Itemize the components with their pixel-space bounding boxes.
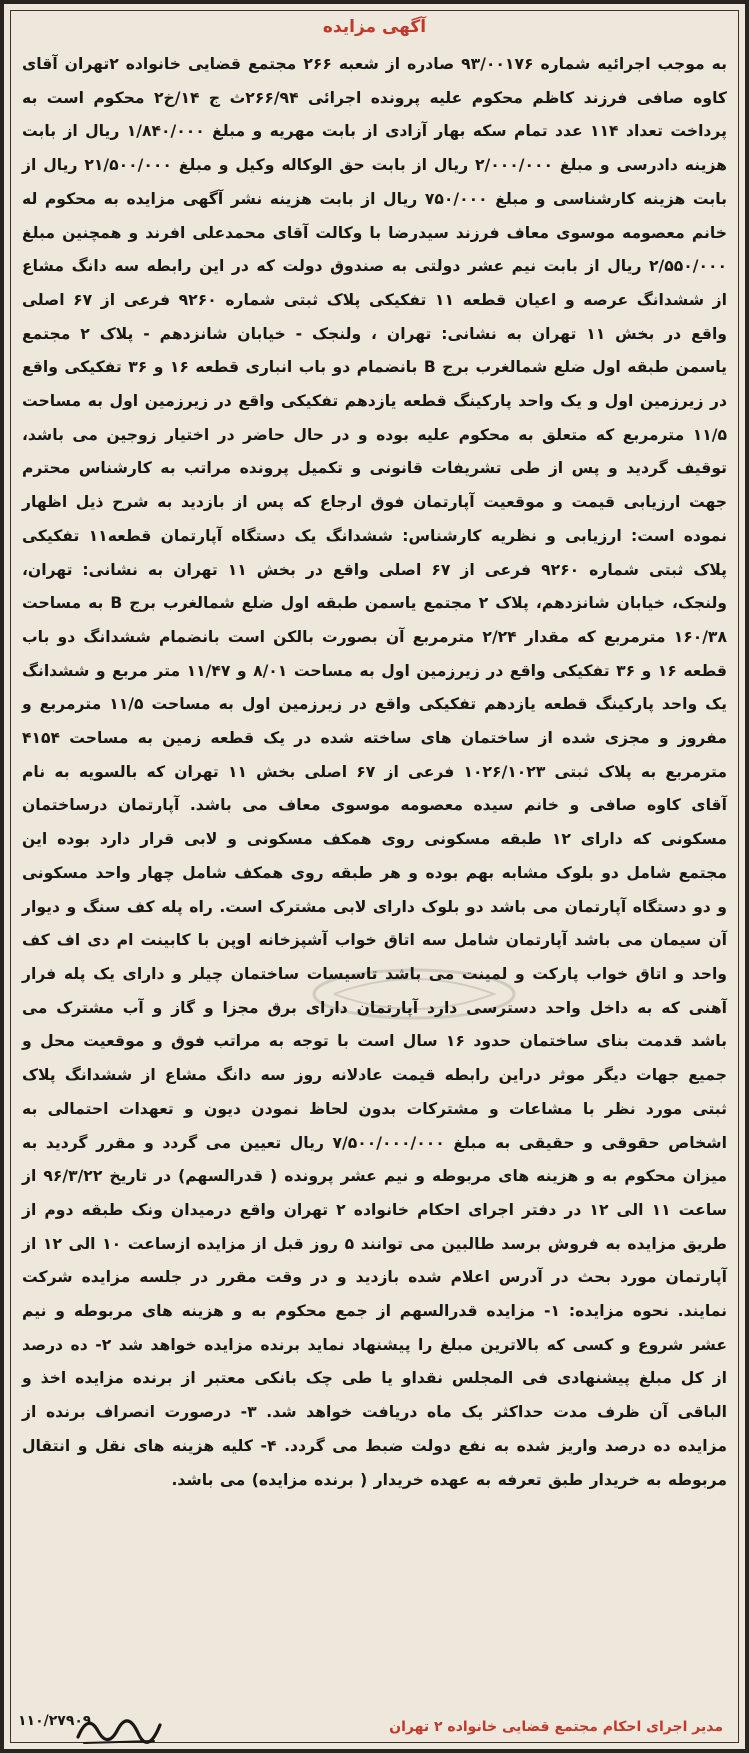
- issuer-signature: مدیر اجرای احکام مجتمع قضایی خانواده ۲ تهران: [389, 1719, 723, 1735]
- notice-footer: [4, 1703, 745, 1749]
- notice-title: آگهی مزایده: [322, 17, 427, 37]
- notice-body: به موجب اجرائیه شماره ۹۳/۰۰۱۷۶ صادره از شعبه ۲۶۶ مجتمع قضایی خانواده ۲تهران آقای کاوه صافی فرزند کاظم محکوم علیه پرونده اجرائی ۲۶۶/۹۴ث ج ۱۴/خ۲ محکوم است به پرداخت تعداد ۱۱۴ عدد تمام سکه بهار آزادی از بابت مهریه و مبلغ ۱/۸۴۰/۰۰۰ ریال از بابت هزینه دادرسی و مبلغ ۲/۰۰۰/۰۰۰ ریال از بابت حق الوکاله وکیل و مبلغ ۲۱/۵۰۰/۰۰۰ ریال از بابت هزینه کارشناسی و مبلغ ۷۵۰/۰۰۰ ریال از بابت هزینه نشر آگهی مزایده به محکوم له خانم معصومه موسوی معاف فرزند سیدرضا با وکالت آقای محمدعلی افرند و همچنین مبلغ ۲/۵۵۰/۰۰۰ ریال از بابت نیم عشر دولتی به صندوق دولت که در این رابطه سه دانگ مشاع از ششدانگ عرصه و اعیان قطعه ۱۱ تفکیکی پلاک ثبتی شماره ۹۲۶۰ فرعی از ۶۷ اصلی واقع در بخش ۱۱ تهران به نشانی: تهران ، ولنجک - خیابان شانزدهم - پلاک ۲ مجتمع یاسمن طبقه اول ضلع شمالغرب برج B بانضمام دو باب انباری قطعه ۱۶ و ۳۶ تفکیکی واقع در زیرزمین اول و یک واحد پارکینگ قطعه یازدهم تفکیکی واقع در زیرزمین اول به مساحت ۱۱/۵ مترمربع که متعلق به محکوم علیه بوده و در حال حاضر در اختیار زوجین می باشد، توقیف گردید و پس از طی تشریفات قانونی و تکمیل پرونده مراتب به کارشناس محترم جهت ارزیابی قیمت و موقعیت آپارتمان فوق ارجاع که پس از بازدید به شرح ذیل اظهار نموده است: ارزیابی و نظریه کارشناس: ششدانگ یک دستگاه آپارتمان قطعه۱۱ تفکیکی پلاک ثبتی شماره ۹۲۶۰ فرعی از ۶۷ اصلی واقع در بخش ۱۱ تهران به نشانی: تهران، ولنجک، خیابان شانزدهم، پلاک ۲ مجتمع یاسمن طبقه اول ضلع شمالغرب برج B به مساحت ۱۶۰/۳۸ مترمربع که مقدار ۲/۲۴ مترمربع آن بصورت بالکن است بانضمام ششدانگ دو باب قطعه ۱۶ و ۳۶ تفکیکی واقع در زیرزمین اول به مساحت ۸/۰۱ و ۱۱/۴۷ متر مربع و ششدانگ یک واحد پارکینگ قطعه یازدهم تفکیکی واقع در زیرزمین اول به مساحت ۱۱/۵ مترمربع و مفروز و مجزی شده از ساختمان های ساخته شده در یک قطعه زمین به مساحت ۴۱۵۴ مترمربع به پلاک ثبتی ۱۰۲۶/۱۰۲۳ فرعی از ۶۷ اصلی بخش ۱۱ تهران که بالسویه به نام آقای کاوه صافی و خانم سیده معصومه موسوی معاف می باشد. آپارتمان درساختمان مسکونی که دارای ۱۲ طبقه مسکونی روی همکف مسکونی و لابی قرار دارد بوده این مجتمع شامل دو بلوک مشابه بهم بوده و هر طبقه روی همکف شامل چهار واحد مسکونی و دو دستگاه آپارتمان می باشد دو بلوک دارای لابی مشترک است. راه پله کف سنگ و دیوار آن سیمان می باشد آپارتمان شامل سه اتاق خواب آشپزخانه اوپن با کابینت ام دی اف کف واحد و اتاق خواب پارکت و لمینت می باشد تاسیسات ساختمان چیلر و دارای یک پله فرار آهنی که به داخل واحد دسترسی دارد آپارتمان دارای برق مجزا و گاز و آب مشترک می باشد قدمت بنای ساختمان حدود ۱۶ سال است با توجه به مراتب فوق و موقعیت محل و جمیع جهات دیگر موثر دراین رابطه قیمت عادلانه روز سه دانگ مشاع از ششدانگ پلاک ثبتی مورد نظر با مشاعات و مشترکات بدون لحاظ نمودن دیون و تعهدات احتمالی به اشخاص حقوقی و حقیقی به مبلغ ۷/۵۰۰/۰۰۰/۰۰۰ ریال تعیین می گردد و مقرر گردید به میزان محکوم به و هزینه های مربوطه و نیم عشر پرونده ( قدرالسهم) در تاریخ ۹۶/۳/۲۲ از ساعت ۱۱ الی ۱۲ در دفتر اجرای احکام خانواده ۲ تهران واقع درمیدان ونک طبقه دوم از طریق مزایده به فروش برسد طالبین می توانند ۵ روز قبل از مزایده ازساعت ۱۰ الی ۱۲ از آپارتمان مورد بحث در آدرس اعلام شده بازدید و در وقت مقرر در جلسه مزایده شرکت نمایند. نحوه مزایده: ۱- مزایده قدرالسهم از جمع محکوم به و هزینه های مربوطه و نیم عشر شروع و کسی که بالاترین مبلغ را پیشنهاد نماید برنده مزایده خواهد شد ۲- ده درصد از کل مبلغ پیشنهادی فی المجلس نقداو یا طی چک بانکی معتبر از برنده مزایده اخذ و الباقی آن ظرف مدت حداکثر یک ماه دریافت خواهد شد. ۳- درصورت انصراف برنده از مزایده ده درصد واریز شده به نفع دولت ضبط می گردد. ۴- کلیه هزینه های نقل و انتقال مربوطه به خریدار طبق تعرفه به عهده خریدار ( برنده مزایده) می باشد.: [15, 55, 728, 1489]
- notice-code: ۱۱۰/۲۷۹۰۹: [18, 1713, 92, 1729]
- watermark-logo: [304, 964, 524, 1024]
